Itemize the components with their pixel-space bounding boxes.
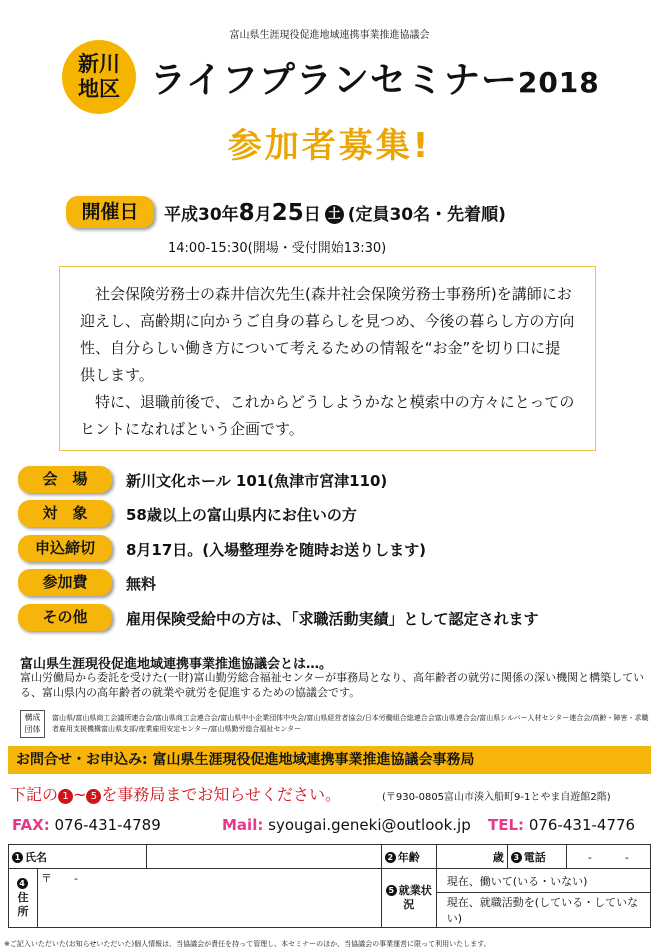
application-form bbox=[8, 844, 651, 928]
form-number-2-icon: 2 bbox=[385, 852, 396, 863]
phone-label: 電話 bbox=[523, 850, 546, 864]
about-heading: 富山県生涯現役促進地域連携事業推進協議会とは…。 bbox=[20, 657, 333, 672]
venue-label: 会 場 bbox=[18, 466, 112, 493]
badge-line-1: 新川 bbox=[78, 52, 120, 76]
date-month-unit: 月 bbox=[254, 205, 272, 225]
fee-label: 参加費 bbox=[18, 569, 112, 596]
number-5-icon: 5 bbox=[86, 789, 101, 804]
mail-address[interactable]: syougai.geneki@outlook.jp bbox=[268, 816, 471, 834]
contact-banner bbox=[8, 746, 651, 774]
description-paragraph-1: 社会保険労務士の森井信次先生(森井社会保険労務士事務所)を講師にお迎えし、高齢期に向かうご自身の暮らしを見つめ、今後の暮らし方の方向性、自分らしい働き方について考えるための情報を“お金”を切り口に提供します。 bbox=[80, 285, 575, 384]
employment-option-1[interactable]: 現在、働いて(いる・いない) bbox=[436, 869, 650, 893]
organizer-name: 富山県生涯現役促進地域連携事業推進協議会 bbox=[229, 30, 430, 41]
notice-tilde: ~ bbox=[73, 785, 87, 804]
date-day-unit: 日 bbox=[303, 205, 321, 225]
form-number-1-icon: 1 bbox=[12, 852, 23, 863]
fee-value: 無料 bbox=[126, 575, 157, 593]
contact-label: お問合せ・お申込み: bbox=[16, 752, 148, 768]
mail-label: Mail: bbox=[222, 816, 264, 834]
deadline-value: 8月17日。(入場整理券を随時お送りします) bbox=[126, 541, 427, 559]
phone-cell-label bbox=[507, 845, 566, 869]
address-cell-label bbox=[9, 869, 38, 928]
fax-number: 076-431-4789 bbox=[54, 816, 161, 834]
about-body: 富山労働局から委託を受けた(一財)富山勤労総合福祉センターが事務局となり、高年齢者の就労に関係の深い機関と構築している、富山県内の高年齢者の就業や就労を促進するための協議会です。 bbox=[20, 671, 645, 699]
address-field[interactable] bbox=[38, 869, 382, 928]
age-label: 年齢 bbox=[397, 850, 420, 864]
fax-contact bbox=[12, 816, 161, 834]
age-unit: 歳 bbox=[492, 850, 504, 864]
date-capacity: (定員30名・先着順) bbox=[347, 205, 506, 225]
notice-post: を事務局までお知らせください。 bbox=[101, 785, 341, 804]
name-label: 氏名 bbox=[25, 850, 47, 864]
weekday-badge: 土 bbox=[325, 205, 344, 224]
privacy-footnote: ※ご記入いただいた(お知らせいただいた)個人情報は、当協議会が責任を持って管理し、本セミナーのほか、当協議会の事業運営に限って利用いたします。 bbox=[4, 940, 491, 948]
contact-value: 富山県生涯現役促進地域連携事業推進協議会事務局 bbox=[152, 752, 475, 768]
date-prefix: 平成30年 bbox=[164, 205, 239, 225]
fax-label: FAX: bbox=[12, 816, 50, 834]
date-month: 8 bbox=[238, 200, 255, 226]
title-text: ライフプランセミナー bbox=[150, 60, 518, 101]
target-value: 58歳以上の富山県内にお住いの方 bbox=[126, 506, 357, 524]
target-label: 対 象 bbox=[18, 500, 112, 527]
postal-mark: 〒 - bbox=[41, 872, 78, 885]
tel-number: 076-431-4776 bbox=[528, 816, 636, 834]
office-address: (〒930-0805富山市湊入船町9-1とやま自遊館2階) bbox=[382, 792, 611, 803]
deadline-label: 申込締切 bbox=[18, 535, 112, 562]
number-1-icon: 1 bbox=[58, 789, 73, 804]
employment-label: 就業状況 bbox=[398, 884, 432, 911]
recruit-heading: 参加者募集! bbox=[227, 126, 432, 166]
employment-cell-label bbox=[381, 869, 436, 928]
age-field[interactable] bbox=[436, 845, 507, 869]
tel-contact bbox=[488, 816, 635, 834]
members-list: 富山県/富山県商工会議所連合会/富山県商工会連合会/富山県中小企業団体中央会/富山県経営者協会/日本労働組合総連合会富山県連合会/富山県シルバー人材センター連合会/高齢・障害・求職者雇用支援機構富山県支部/産業雇用安定センター/富山県勤労総合福祉センター bbox=[52, 714, 649, 733]
form-number-5-icon: 5 bbox=[386, 885, 397, 896]
employment-option-2[interactable]: 現在、就職活動を(している・していない) bbox=[436, 893, 650, 928]
other-label: その他 bbox=[18, 604, 112, 631]
date-day: 25 bbox=[271, 200, 304, 226]
name-cell-label bbox=[9, 845, 147, 869]
venue-value: 新川文化ホール 101(魚津市宮津110) bbox=[126, 472, 388, 490]
event-date bbox=[164, 200, 506, 226]
date-label-pill: 開催日 bbox=[66, 196, 154, 228]
seminar-title bbox=[150, 52, 600, 103]
mail-contact bbox=[222, 816, 471, 834]
tel-label: TEL: bbox=[488, 816, 525, 834]
form-number-4-icon: 4 bbox=[17, 878, 28, 889]
title-year: 2018 bbox=[517, 66, 600, 99]
region-badge bbox=[62, 40, 136, 114]
description-paragraph-2: 特に、退職前後で、これからどうしようかなと模索中の方々にとってのヒントになればという企画です。 bbox=[80, 393, 575, 438]
form-number-3-icon: 3 bbox=[511, 852, 522, 863]
age-cell-label bbox=[381, 845, 436, 869]
address-label: 住所 bbox=[17, 891, 29, 918]
other-value: 雇用保険受給中の方は、「求職活動実績」として認定されます bbox=[126, 610, 539, 628]
phone-field[interactable]: - - bbox=[566, 845, 650, 869]
description-box bbox=[59, 266, 596, 451]
name-field[interactable] bbox=[146, 845, 381, 869]
notice-pre: 下記の bbox=[10, 785, 59, 804]
members-label: 構成団体 bbox=[20, 710, 45, 738]
event-time: 14:00-15:30(開場・受付開始13:30) bbox=[168, 241, 387, 256]
notice-line bbox=[10, 782, 341, 805]
badge-line-2: 地区 bbox=[78, 77, 120, 101]
